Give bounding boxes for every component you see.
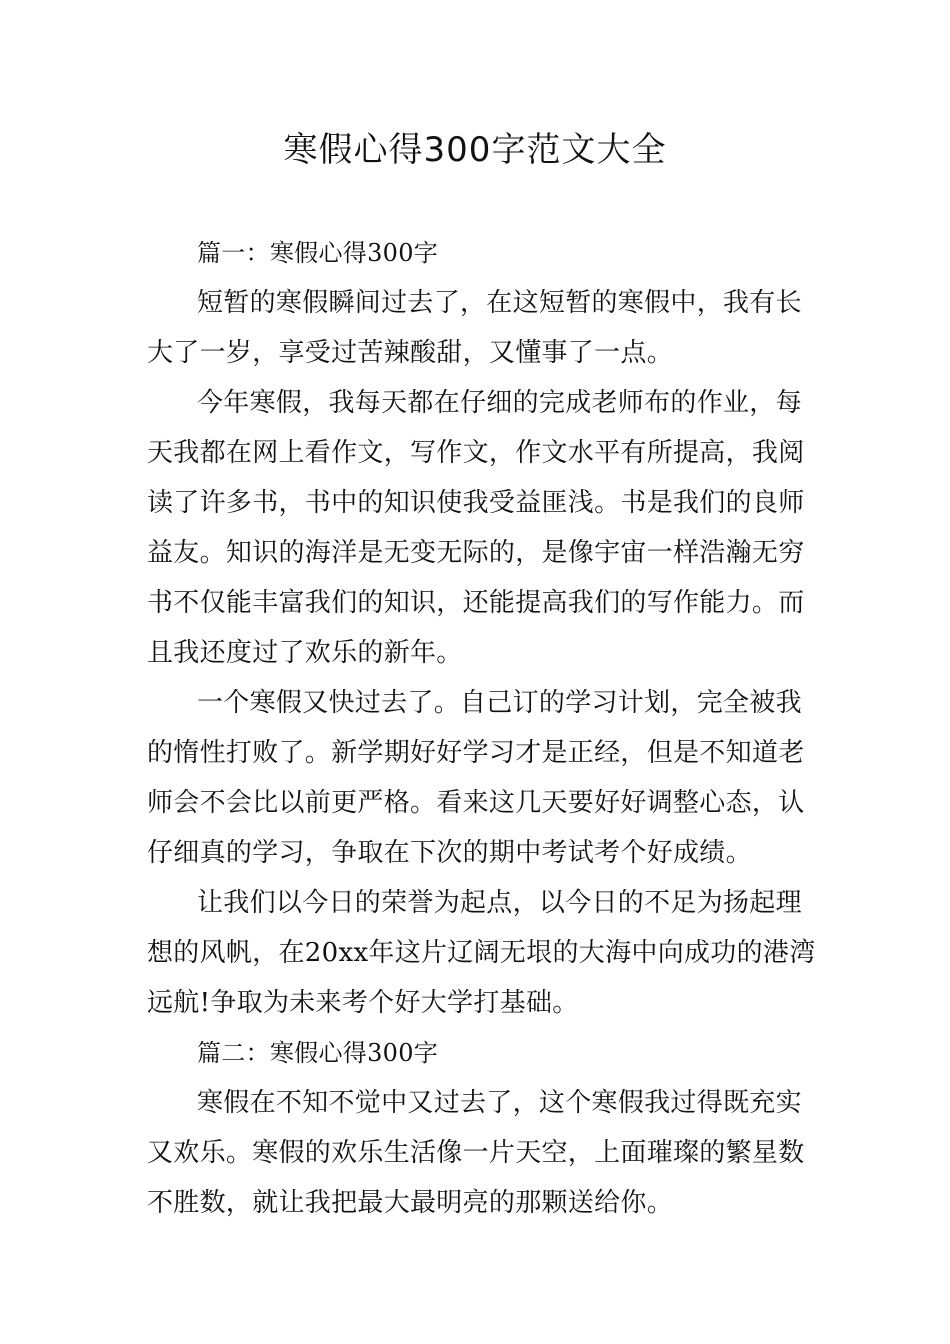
paragraph-line: 仔细真的学习，争取在下次的期中考试考个好成绩。 [147,838,752,868]
paragraph-line: 不胜数，就让我把最大最明亮的那颗送给你。 [147,1188,674,1218]
paragraph-line: 天我都在网上看作文，写作文，作文水平有所提高，我阅 [147,438,805,468]
paragraph-line: 远航!争取为未来考个好大学打基础。 [147,988,579,1018]
paragraph-line: 读了许多书，书中的知识使我受益匪浅。书是我们的良师 [147,488,805,518]
paragraph-line: 师会不会比以前更严格。看来这几天要好好调整心态，认 [147,788,805,818]
paragraph-line: 又欢乐。寒假的欢乐生活像一片天空，上面璀璨的繁星数 [147,1138,805,1168]
paragraph-line: 今年寒假，我每天都在仔细的完成老师布的作业，每 [197,388,802,418]
paragraph-line: 的惰性打败了。新学期好好学习才是正经，但是不知道老 [147,738,805,768]
section-heading: 篇二：寒假心得300字 [197,1039,439,1067]
paragraph-line: 且我还度过了欢乐的新年。 [147,638,463,668]
paragraph-line: 寒假在不知不觉中又过去了，这个寒假我过得既充实 [197,1088,802,1118]
section-heading: 篇一：寒假心得300字 [197,239,439,267]
paragraph-line: 书不仅能丰富我们的知识，还能提高我们的写作能力。而 [147,588,805,618]
paragraph-line: 大了一岁，享受过苦辣酸甜，又懂事了一点。 [147,338,674,368]
document-title: 寒假心得300字范文大全 [283,130,667,170]
document-body [147,228,816,1228]
paragraph-line: 短暂的寒假瞬间过去了，在这短暂的寒假中，我有长 [197,288,802,318]
paragraph-line: 让我们以今日的荣誉为起点，以今日的不足为扬起理 [197,888,802,918]
paragraph-line: 益友。知识的海洋是无变无际的，是像宇宙一样浩瀚无穷 [147,538,805,568]
paragraph-line: 想的风帆，在20xx年这片辽阔无垠的大海中向成功的港湾 [147,938,816,968]
paragraph-line: 一个寒假又快过去了。自己订的学习计划，完全被我 [197,688,802,718]
